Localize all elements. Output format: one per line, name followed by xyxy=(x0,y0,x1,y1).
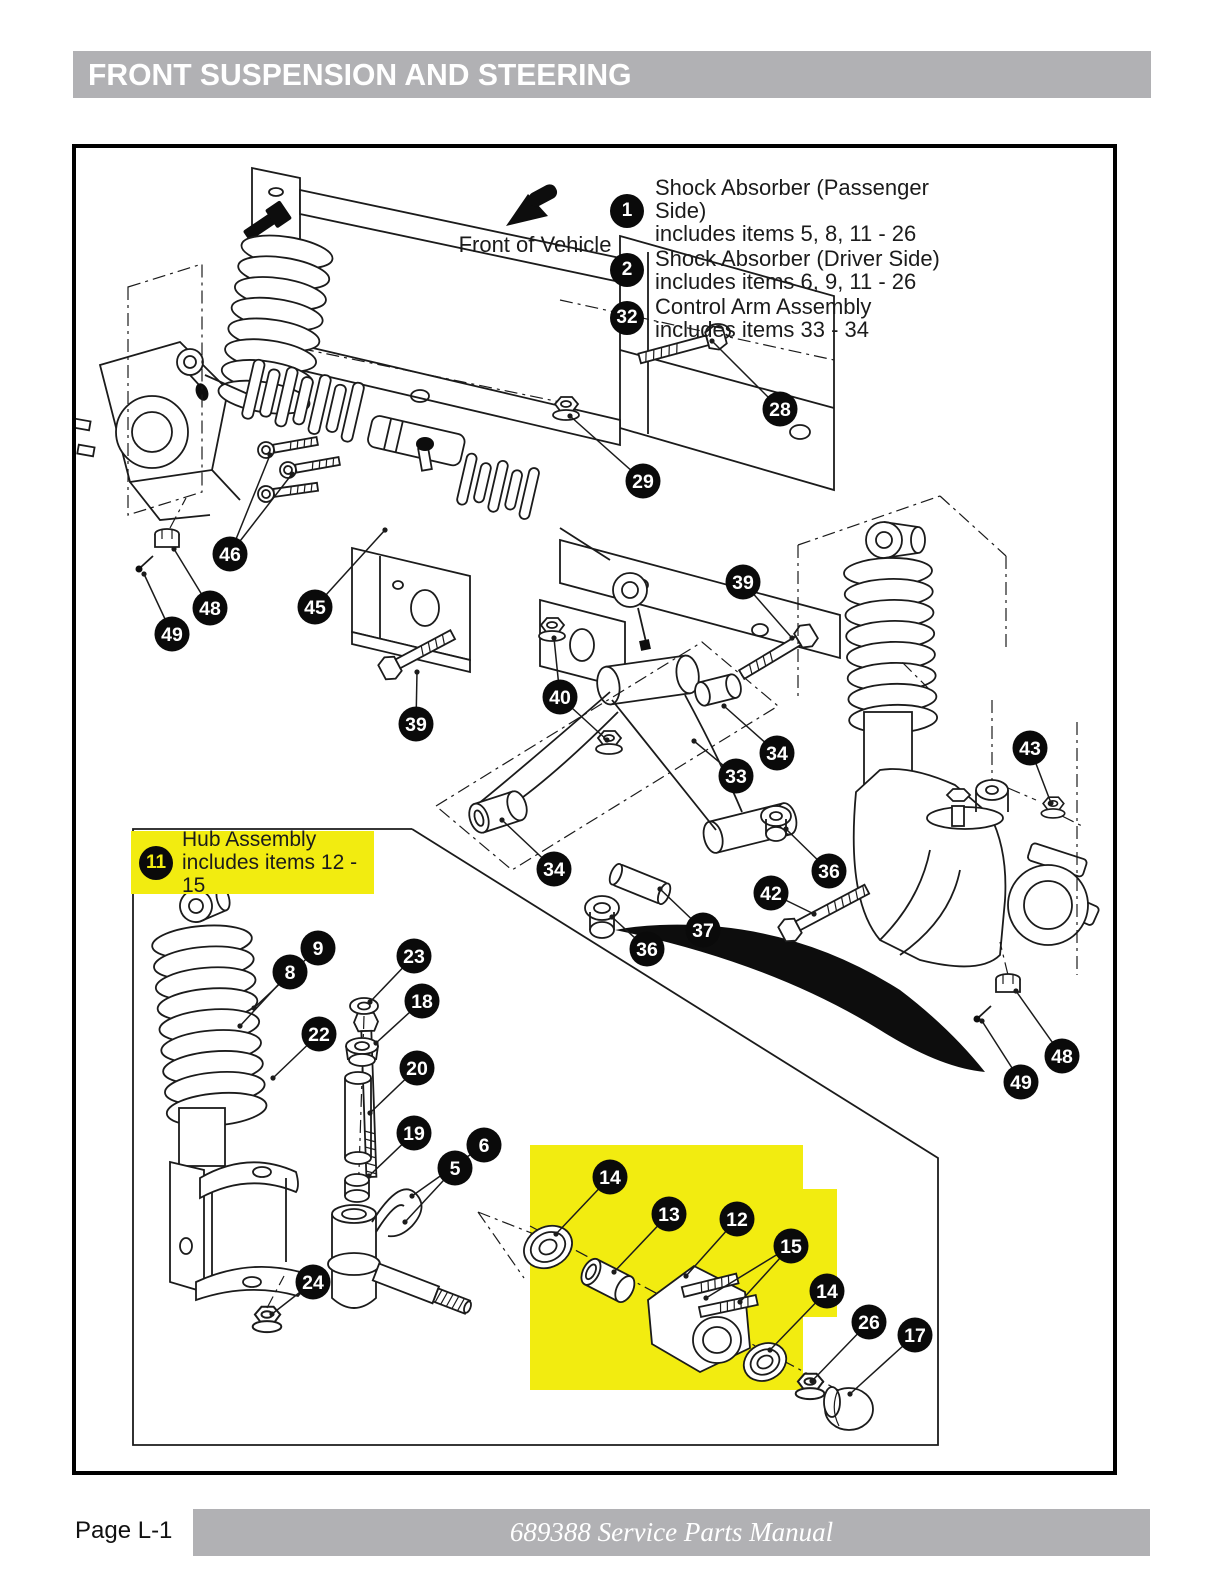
legend-line: includes items 33 - 34 xyxy=(655,317,869,342)
svg-text:37: 37 xyxy=(692,920,714,942)
callout-39-left xyxy=(399,669,434,741)
svg-text:18: 18 xyxy=(411,991,433,1013)
front-of-vehicle-arrow-icon xyxy=(506,182,560,226)
page-title-bar xyxy=(73,51,1151,98)
callout-18 xyxy=(373,984,439,1046)
callout-22 xyxy=(270,1017,336,1081)
callout-48-right xyxy=(1013,988,1079,1073)
front-of-vehicle-label: Front of Vehicle xyxy=(458,232,612,257)
legend-bubble-2: 2 xyxy=(610,253,644,287)
svg-text:39: 39 xyxy=(732,572,754,594)
svg-text:5: 5 xyxy=(449,1158,461,1180)
callout-33 xyxy=(691,738,753,793)
left-knuckle xyxy=(76,342,240,520)
svg-text:26: 26 xyxy=(858,1312,880,1334)
svg-text:34: 34 xyxy=(766,743,788,765)
callout-20 xyxy=(367,1051,434,1116)
callout-49-right xyxy=(979,1018,1038,1099)
svg-text:43: 43 xyxy=(1019,738,1041,760)
hub-note-line: Hub Assembly xyxy=(182,828,317,851)
legend-bubble-32: 32 xyxy=(610,301,644,335)
svg-text:46: 46 xyxy=(219,544,241,566)
svg-text:49: 49 xyxy=(161,624,183,646)
svg-text:13: 13 xyxy=(658,1204,680,1226)
svg-text:28: 28 xyxy=(769,399,791,421)
legend-line: Shock Absorber (Driver Side) xyxy=(655,246,940,271)
page-number: Page L-1 xyxy=(75,1517,173,1544)
callout-43 xyxy=(1013,731,1054,806)
svg-text:6: 6 xyxy=(478,1135,490,1157)
callout-34-left xyxy=(499,817,571,886)
suspension-exploded-view xyxy=(76,148,1113,1471)
right-shock-and-knuckle xyxy=(844,522,1100,975)
svg-text:33: 33 xyxy=(725,766,747,788)
diagram-frame xyxy=(72,144,1117,1475)
legend-item-shock-passenger xyxy=(610,176,970,245)
svg-text:48: 48 xyxy=(199,598,221,620)
manual-title: 689388 Service Parts Manual xyxy=(509,1517,834,1547)
callout-11: 11 xyxy=(139,846,173,880)
svg-text:36: 36 xyxy=(636,939,658,961)
svg-text:39: 39 xyxy=(405,714,427,736)
legend-item-shock-driver xyxy=(610,247,970,293)
callout-36-right xyxy=(783,826,846,888)
svg-text:42: 42 xyxy=(760,883,782,905)
svg-text:34: 34 xyxy=(543,859,565,881)
legend-line: includes items 5, 8, 11 - 26 xyxy=(655,221,917,246)
hub-assembly-note xyxy=(131,828,374,897)
svg-text:19: 19 xyxy=(403,1123,425,1145)
svg-text:24: 24 xyxy=(302,1272,324,1294)
svg-text:20: 20 xyxy=(406,1058,428,1080)
legend xyxy=(610,176,970,343)
svg-text:15: 15 xyxy=(780,1236,802,1258)
page-title: FRONT SUSPENSION AND STEERING xyxy=(88,56,632,92)
svg-text:29: 29 xyxy=(632,471,654,493)
spindle-knuckle xyxy=(328,1189,534,1316)
callout-5 xyxy=(402,1151,472,1225)
svg-text:22: 22 xyxy=(308,1024,330,1046)
legend-bubble-1: 1 xyxy=(610,194,644,228)
svg-text:14: 14 xyxy=(599,1167,621,1189)
legend-line: Shock Absorber (Passenger Side) xyxy=(655,175,929,223)
svg-text:17: 17 xyxy=(904,1325,926,1347)
callout-42 xyxy=(754,876,817,917)
hub-note-line: includes items 12 - 15 xyxy=(182,851,358,897)
callout-49-left xyxy=(141,571,189,651)
legend-item-control-arm xyxy=(610,295,970,341)
svg-text:40: 40 xyxy=(549,687,571,709)
svg-text:36: 36 xyxy=(818,861,840,883)
legend-line: includes items 6, 9, 11 - 26 xyxy=(655,269,917,294)
svg-text:8: 8 xyxy=(284,962,296,984)
svg-text:49: 49 xyxy=(1010,1072,1032,1094)
svg-text:48: 48 xyxy=(1051,1046,1073,1068)
footer-bar xyxy=(193,1509,1150,1556)
svg-text:9: 9 xyxy=(312,938,324,960)
legend-line: Control Arm Assembly xyxy=(655,294,872,319)
svg-text:12: 12 xyxy=(726,1209,748,1231)
svg-text:45: 45 xyxy=(304,597,326,619)
svg-text:23: 23 xyxy=(403,946,425,968)
svg-text:14: 14 xyxy=(816,1281,838,1303)
